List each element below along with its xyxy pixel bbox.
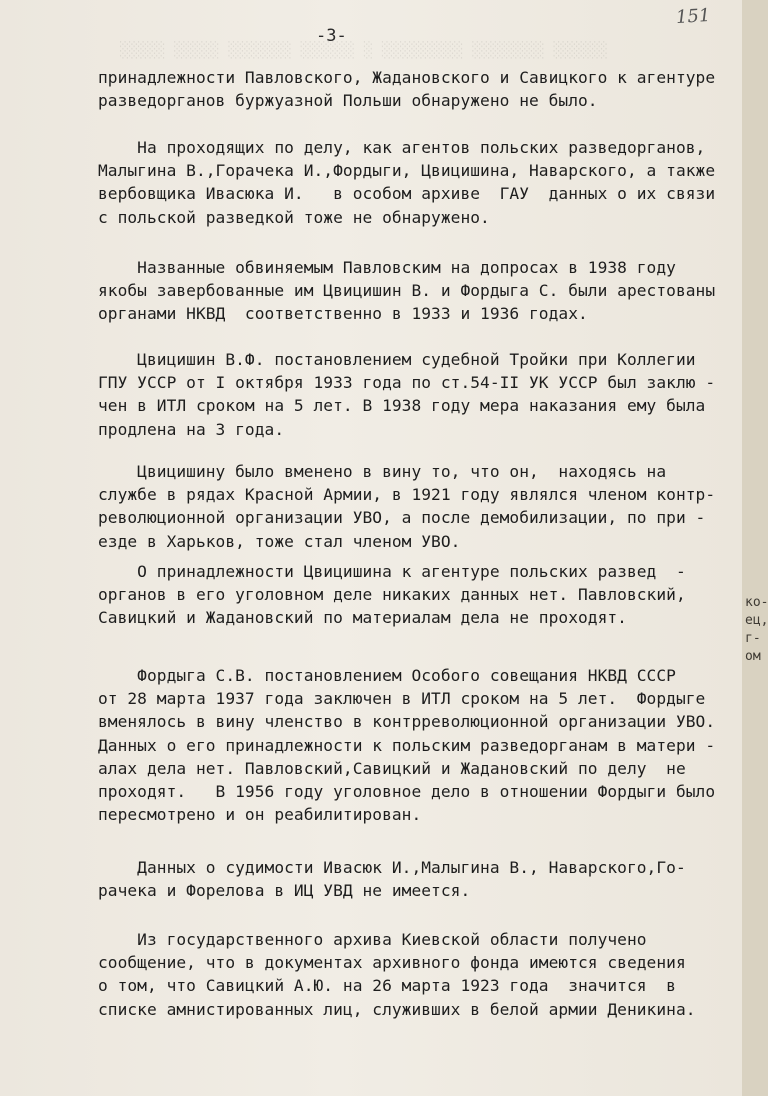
text-line: вменялось в вину членство в контрреволюционной организации УВО. xyxy=(98,712,716,732)
text-line: органами НКВД соответственно в 1933 и 1936 годах. xyxy=(98,304,588,324)
text-line: О принадлежности Цвицишина к агентуре польских развед - xyxy=(98,562,686,581)
text-line: вербовщика Ивасюка И. в особом архиве ГАУ данных о их связи xyxy=(98,184,716,204)
text-line: рачека и Форелова в ИЦ УВД не имеется. xyxy=(98,881,471,901)
text-line: революционной организации УВО, а после демобилизации, по при - xyxy=(98,508,706,528)
bleed-through-text: ░░░░░ ░░░░░ ░░░░░░░ ░░░░░░ ░ ░░░░░░░░░ ░░░░░░░░ ░░░░░░ xyxy=(120,41,608,59)
text-line: алах дела нет. Павловский,Савицкий и Жадановский по делу не xyxy=(98,758,686,778)
adjacent-page-edge xyxy=(742,0,768,1096)
text-line: принадлежности Павловского, Жадановского и Савицкого к агентуре xyxy=(98,68,716,87)
text-line: проходят. В 1956 году уголовное дело в отношении Фордыги было xyxy=(98,782,716,801)
text-line: чен в ИТЛ сроком на 5 лет. В 1938 году мера наказания ему была xyxy=(98,396,706,416)
text-line: от 28 марта 1937 года заключен в ИТЛ сроком на 5 лет. Фордыге xyxy=(98,689,706,709)
text-line: Названные обвиняемым Павловским на допросах в 1938 году xyxy=(98,258,676,277)
text-line: разведорганов буржуазной Польши обнаружено не было. xyxy=(98,91,598,111)
edge-mark: ец, xyxy=(745,613,768,628)
edge-mark: ко- xyxy=(745,595,768,610)
text-line: службе в рядах Красной Армии, в 1921 году являлся членом контр- xyxy=(98,485,716,505)
text-line: якобы завербованные им Цвицишин В. и Фордыга С. были арестованы xyxy=(98,281,716,301)
text-line: Фордыга С.В. постановлением Особого совещания НКВД СССР xyxy=(98,666,676,685)
text-line: Савицкий и Жадановский по материалам дела не проходят. xyxy=(98,608,627,628)
text-line: продлена на 3 года. xyxy=(98,419,285,439)
archive-page-number: 151 xyxy=(675,4,712,29)
text-line: Цвицишин В.Ф. постановлением судебной Тройки при Коллегии xyxy=(98,350,696,369)
text-line: о том, что Савицкий А.Ю. на 26 марта 1923 года значится в xyxy=(98,976,676,996)
page-number: -3- xyxy=(316,26,347,46)
text-line: с польской разведкой тоже не обнаружено. xyxy=(98,207,490,227)
text-line: Данных о судимости Ивасюк И.,Малыгина В., Наварского,Го- xyxy=(98,858,686,877)
text-line: Данных о его принадлежности к польским разведорганам в матери - xyxy=(98,735,716,755)
text-line: списке амнистированных лиц, служивших в белой армии Деникина. xyxy=(98,999,696,1019)
edge-mark: г- xyxy=(745,631,761,646)
text-line: езде в Харьков, тоже стал членом УВО. xyxy=(98,531,461,551)
text-line: Из государственного архива Киевской области получено xyxy=(98,930,647,949)
text-line: Малыгина В.,Горачека И.,Фордыги, Цвицишина, Наварского, а также xyxy=(98,161,716,181)
text-line: На проходящих по делу, как агентов польских разведорганов, xyxy=(98,138,706,157)
text-line: пересмотрено и он реабилитирован. xyxy=(98,805,422,825)
text-line: органов в его уголовном деле никаких данных нет. Павловский, xyxy=(98,585,686,605)
edge-mark: ом xyxy=(745,649,761,664)
text-line: ГПУ УССР от I октября 1933 года по ст.54-II УК УССР был заклю - xyxy=(98,373,716,393)
text-line: сообщение, что в документах архивного фонда имеются сведения xyxy=(98,953,686,973)
text-line: Цвицишину было вменено в вину то, что он, находясь на xyxy=(98,462,667,481)
